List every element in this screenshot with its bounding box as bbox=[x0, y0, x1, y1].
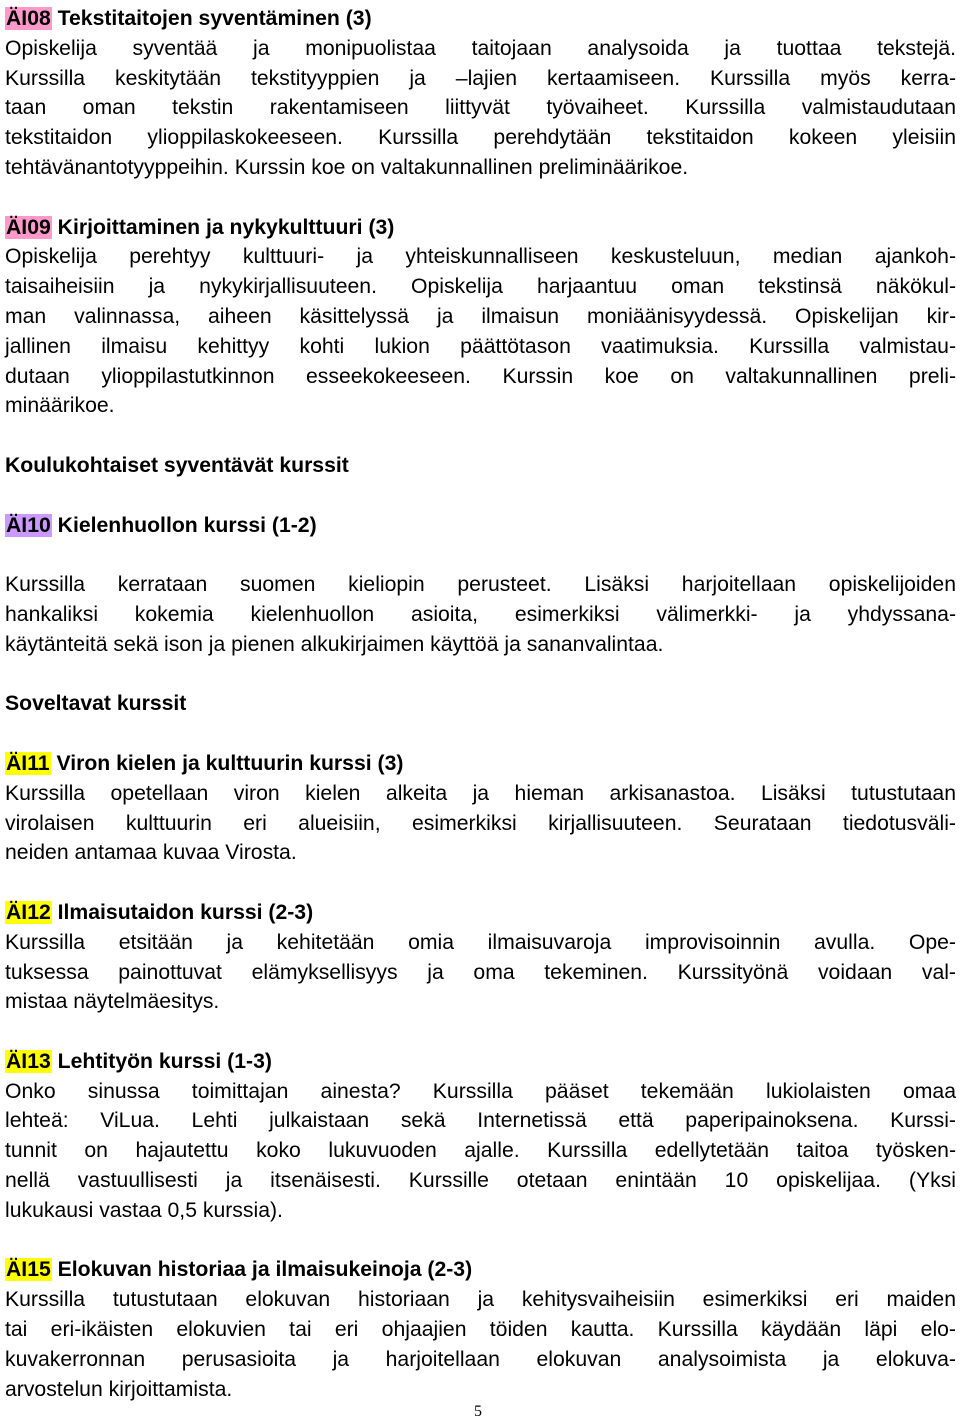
course-title: Elokuvan historiaa ja ilmaisukeinoja (2-3) bbox=[51, 1258, 473, 1282]
paragraph-line: tuksessa painottuvat elämyksellisyys ja oma tekeminen. Kurssityönä voidaan val- bbox=[5, 960, 956, 984]
course-ai15 bbox=[5, 1255, 956, 1404]
paragraph-line: mistaa näytelmäesitys. bbox=[5, 990, 220, 1014]
paragraph-line: taan oman tekstin rakentamiseen liittyvät työvaiheet. Kurssilla valmistaudutaan bbox=[5, 96, 956, 120]
course-code: ÄI10 bbox=[6, 513, 51, 537]
course-heading bbox=[5, 898, 956, 928]
course-ai13 bbox=[5, 1047, 956, 1226]
spacer bbox=[5, 540, 956, 570]
paragraph-line: taisaiheisiin ja nykykirjallisuuteen. Opiskelija harjaantuu oman tekstinsä näkökul- bbox=[5, 275, 956, 299]
paragraph-line: lehteä: ViLua. Lehti julkaistaan sekä Internetissä että paperipainoksena. Kurssi- bbox=[5, 1109, 956, 1133]
spacer bbox=[5, 1017, 956, 1047]
paragraph-line: tai eri-ikäisten elokuvien tai eri ohjaajien töiden kautta. Kurssilla käydään läpi elo- bbox=[5, 1318, 956, 1342]
paragraph-line: tekstitaidon ylioppilaskokeeseen. Kurssilla perehdytään tekstitaidon kokeen yleisiin bbox=[5, 126, 956, 150]
course-heading bbox=[5, 1255, 956, 1285]
page-number: 5 bbox=[474, 1403, 482, 1420]
spacer bbox=[5, 868, 956, 898]
paragraph-line: nellä vastuullisesti ja itsenäisesti. Kurssille otetaan enintään 10 opiskelijaa. (Yksi bbox=[5, 1169, 956, 1193]
paragraph-line: tehtävänantotyyppeihin. Kurssin koe on valtakunnallinen preliminäärikoe. bbox=[5, 155, 689, 179]
paragraph-line: virolaisen kulttuurin eri alueisiin, esimerkiksi kirjallisuuteen. Seurataan tiedotusväli- bbox=[5, 811, 956, 835]
paragraph-line: lukukausi vastaa 0,5 kurssia). bbox=[5, 1198, 283, 1222]
paragraph-line: arvostelun kirjoittamista. bbox=[5, 1377, 233, 1401]
course-code: ÄI12 bbox=[6, 900, 51, 924]
paragraph-line: jallinen ilmaisu kehittyy kohti lukion päättötason vaatimuksia. Kurssilla valmistau- bbox=[5, 334, 956, 358]
paragraph-line: Kurssilla opetellaan viron kielen alkeita ja hieman arkisanastoa. Lisäksi tutustutaan bbox=[5, 781, 956, 805]
paragraph-line: Kurssilla kerrataan suomen kieliopin perusteet. Lisäksi harjoitellaan opiskelijoiden bbox=[5, 573, 956, 597]
spacer bbox=[5, 660, 956, 690]
paragraph-line: Opiskelija perehtyy kulttuuri- ja yhteiskunnalliseen keskusteluun, median ajankoh- bbox=[5, 245, 956, 269]
course-title: Tekstitaitojen syventäminen (3) bbox=[51, 7, 372, 30]
spacer bbox=[5, 719, 956, 749]
section-heading-school-courses: Koulukohtaiset syventävät kurssit bbox=[5, 453, 349, 477]
course-heading bbox=[5, 749, 956, 779]
paragraph-line: neiden antamaa kuvaa Virosta. bbox=[5, 841, 297, 865]
course-title: Kielenhuollon kurssi (1-2) bbox=[51, 513, 317, 537]
paragraph-line: man valinnassa, aiheen käsittelyssä ja ilmaisun moniäänisyydessä. Opiskelijan kir- bbox=[5, 304, 956, 328]
paragraph-line: kuvakerronnan perusasioita ja harjoitellaan elokuvan analysoimista ja elokuva- bbox=[5, 1347, 956, 1371]
course-ai08 bbox=[5, 4, 956, 183]
document-page bbox=[5, 4, 956, 1404]
course-code: ÄI08 bbox=[6, 7, 51, 30]
course-heading bbox=[5, 511, 956, 541]
course-ai11 bbox=[5, 749, 956, 868]
paragraph-line: dutaan ylioppilastutkinnon esseekokeeseen. Kurssin koe on valtakunnallinen preli- bbox=[5, 364, 956, 388]
course-ai10 bbox=[5, 511, 956, 660]
paragraph-line: tunnit on hajautettu koko lukuvuoden ajalle. Kurssilla edellytetään taitoa työsken- bbox=[5, 1139, 956, 1163]
spacer bbox=[5, 1226, 956, 1256]
course-heading bbox=[5, 1047, 956, 1077]
paragraph-line: Kurssilla tutustutaan elokuvan historiaan ja kehitysvaiheisiin esimerkiksi eri maiden bbox=[5, 1288, 956, 1312]
paragraph-line: minäärikoe. bbox=[5, 394, 115, 418]
course-code: ÄI09 bbox=[6, 215, 51, 239]
course-title: Ilmaisutaidon kurssi (2-3) bbox=[51, 900, 314, 924]
course-code: ÄI11 bbox=[6, 751, 50, 775]
course-code: ÄI15 bbox=[6, 1258, 51, 1282]
paragraph-line: Kurssilla keskitytään tekstityyppien ja –lajien kertaamiseen. Kurssilla myös kerra- bbox=[5, 66, 956, 90]
course-title: Viron kielen ja kulttuurin kurssi (3) bbox=[50, 751, 404, 775]
paragraph-line: Onko sinussa toimittajan ainesta? Kurssilla pääset tekemään lukiolaisten omaa bbox=[5, 1079, 956, 1103]
paragraph-line: käytänteitä sekä ison ja pienen alkukirjaimen käyttöä ja sananvalintaa. bbox=[5, 632, 664, 656]
spacer bbox=[5, 421, 956, 451]
course-code: ÄI13 bbox=[6, 1049, 51, 1073]
course-ai12 bbox=[5, 898, 956, 1017]
course-title: Lehtityön kurssi (1-3) bbox=[51, 1049, 272, 1073]
section-heading-applied-courses: Soveltavat kurssit bbox=[5, 692, 187, 716]
course-ai09 bbox=[5, 213, 956, 422]
spacer bbox=[5, 183, 956, 213]
paragraph-line: hankaliksi kokemia kielenhuollon asioita, esimerkiksi välimerkki- ja yhdyssana- bbox=[5, 602, 956, 626]
paragraph-line: Kurssilla etsitään ja kehitetään omia ilmaisuvaroja improvisoinnin avulla. Ope- bbox=[5, 930, 956, 954]
course-heading bbox=[5, 213, 956, 243]
paragraph-line: Opiskelija syventää ja monipuolistaa taitojaan analysoida ja tuottaa tekstejä. bbox=[5, 36, 956, 60]
spacer bbox=[5, 481, 956, 511]
course-title: Kirjoittaminen ja nykykulttuuri (3) bbox=[51, 215, 395, 239]
course-heading bbox=[5, 4, 956, 34]
